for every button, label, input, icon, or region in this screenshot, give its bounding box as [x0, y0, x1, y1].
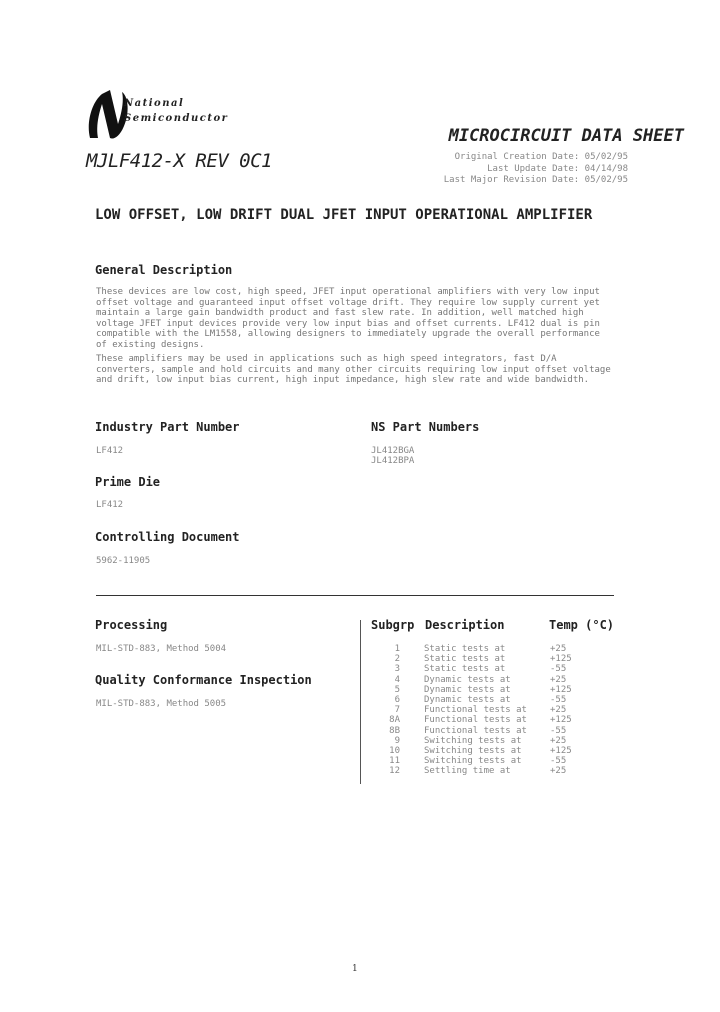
industry-part-value: LF412 — [96, 446, 124, 456]
general-description-paragraph-2: These amplifiers may be used in applications such as high speed integrators, fast D/A converters, sample and hold circuits and many other circuits requiring low input offset voltage and drift, low input bias current, high input impedance, high slew rate and wide bandwidth. — [96, 354, 611, 385]
quality-conformance-value: MIL-STD-883, Method 5005 — [96, 699, 227, 709]
temperature-cell: -55 — [550, 694, 567, 705]
temperature-cell: -55 — [550, 756, 567, 767]
prime-die-heading: Prime Die — [95, 475, 161, 489]
ns-part-number: JL412BPA — [371, 456, 415, 466]
subgroup-cell: 8B — [389, 725, 400, 736]
last-major-revision-date: Last Major Revision Date: 05/02/95 — [443, 175, 628, 185]
description-cell: Settling time at — [424, 766, 511, 777]
ns-parts-list — [371, 446, 414, 466]
prime-die-value: LF412 — [96, 500, 124, 510]
description-cell: Switching tests at — [424, 735, 522, 746]
description-cell: Static tests at — [424, 654, 506, 665]
ns-parts-heading: NS Part Numbers — [371, 420, 480, 434]
subgroup-cell: 7 — [394, 705, 400, 716]
description-cell: Static tests at — [424, 664, 506, 675]
temperature-cell: +125 — [550, 715, 572, 726]
subgroup-cell: 6 — [394, 694, 400, 705]
controlling-document-value: 5962-11905 — [96, 556, 151, 566]
temperature-cell: +125 — [550, 654, 572, 665]
brand-name — [124, 96, 228, 126]
controlling-document-heading: Controlling Document — [95, 530, 240, 544]
description-cell: Static tests at — [424, 644, 506, 654]
temperature-cell: +25 — [550, 766, 567, 777]
subgroup-cell: 4 — [394, 674, 400, 685]
processing-value: MIL-STD-883, Method 5004 — [96, 644, 227, 654]
subgroup-cell: 1 — [394, 644, 400, 654]
temperature-cell: +25 — [550, 705, 567, 716]
description-cell: Functional tests at — [424, 705, 527, 716]
description-cell: Dynamic tests at — [424, 674, 511, 685]
subgroup-cell: 2 — [394, 654, 400, 665]
processing-heading: Processing — [95, 618, 168, 632]
section-divider — [96, 595, 614, 596]
description-cell: Switching tests at — [424, 756, 522, 767]
brand-line-national: National — [124, 98, 185, 109]
revision-dates — [444, 152, 628, 187]
sheet-title: MICROCIRCUIT DATA SHEET — [448, 126, 684, 146]
subgroup-cell: 9 — [394, 735, 400, 746]
document-id: MJLF412-X REV 0C1 — [86, 150, 272, 172]
general-description-heading: General Description — [95, 263, 233, 277]
general-description-paragraph-1: These devices are low cost, high speed, JFET input operational amplifiers with very low input offset voltage and guaranteed input offset voltage drift. They require low supply current yet maintain a large gain bandwidth product and fast slew rate. In addition, well matched high voltage JFET input devices provide very low input bias and offset currents. LF412 dual is pin compatible with the LM1558, allowing designers to immediately upgrade the overall performance of existing designs. — [96, 287, 600, 350]
subgroup-column-header: Subgrp — [371, 618, 415, 632]
creation-date: Original Creation Date: 05/02/95 — [454, 152, 628, 162]
temperature-column-header: Temp (°C) — [549, 618, 615, 632]
description-cell: Functional tests at — [424, 725, 527, 736]
subgroup-cell: 12 — [389, 766, 400, 777]
ns-part-number: JL412BGA — [371, 446, 415, 456]
column-divider — [360, 620, 361, 784]
description-column-header: Description — [425, 618, 505, 632]
description-cell: Dynamic tests at — [424, 694, 511, 705]
temperature-cell: -55 — [550, 725, 567, 736]
industry-part-heading: Industry Part Number — [95, 420, 240, 434]
temperature-cell: -55 — [550, 664, 567, 675]
temperature-cell: +25 — [550, 674, 567, 685]
subgroup-cell: 5 — [394, 684, 400, 695]
page-title: LOW OFFSET, LOW DRIFT DUAL JFET INPUT OPERATIONAL AMPLIFIER — [95, 207, 593, 223]
quality-conformance-heading: Quality Conformance Inspection — [95, 673, 312, 687]
description-cell: Dynamic tests at — [424, 684, 511, 695]
page-number: 1 — [352, 964, 358, 974]
subgroup-cell: 10 — [389, 745, 400, 756]
subgroup-cell: 8A — [389, 715, 400, 726]
description-cell: Functional tests at — [424, 715, 527, 726]
brand-line-semiconductor: Semiconductor — [124, 113, 229, 124]
temperature-cell: +25 — [550, 735, 567, 746]
subgroup-cell: 3 — [394, 664, 400, 675]
description-cell: Switching tests at — [424, 745, 522, 756]
subgroup-cell: 11 — [389, 756, 400, 767]
temperature-cell: +25 — [550, 644, 567, 654]
last-update-date: Last Update Date: 04/14/98 — [487, 163, 628, 174]
temperature-cell: +125 — [550, 684, 572, 695]
temperature-cell: +125 — [550, 745, 572, 756]
